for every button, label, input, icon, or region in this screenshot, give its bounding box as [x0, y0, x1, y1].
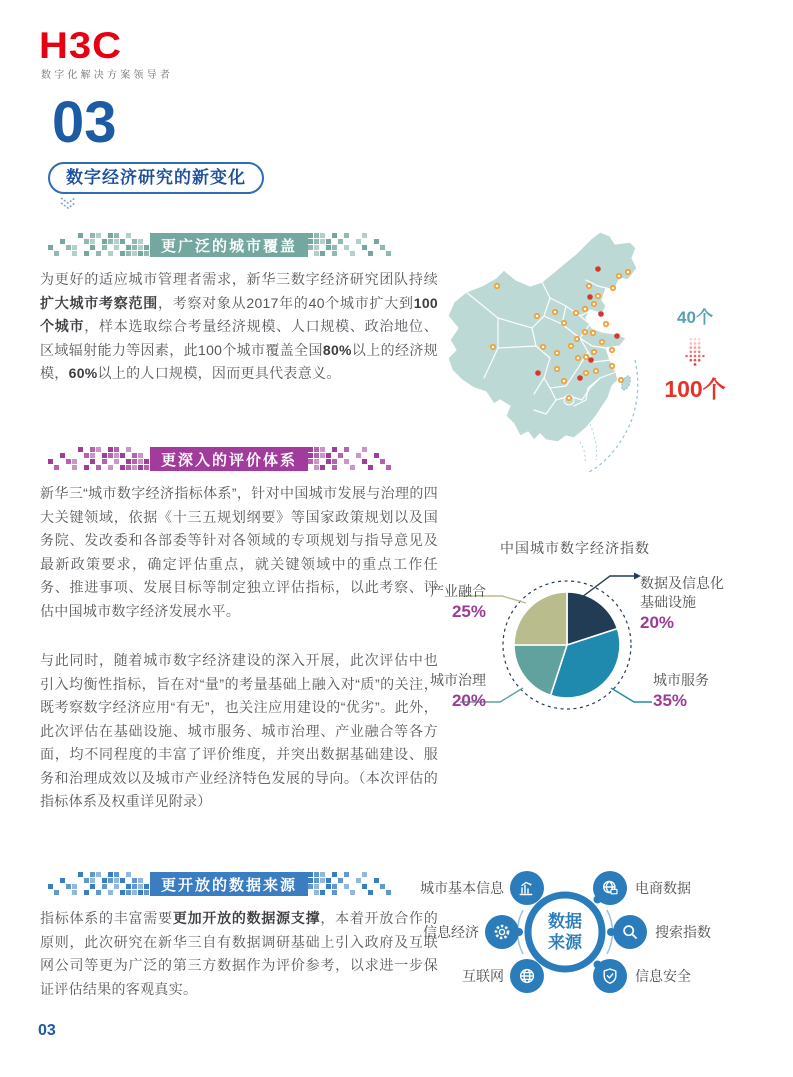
- city-dot: [574, 311, 578, 315]
- city-dot: [535, 314, 539, 318]
- pie-label-text: 城市服务: [653, 672, 709, 688]
- pie-percent: 35%: [653, 691, 688, 710]
- chevron-down-icon: [58, 196, 78, 210]
- mosaic-decoration: [48, 233, 150, 257]
- gear-icon: [485, 915, 519, 949]
- text-run: ，本着开放合作的原则，此次研究在新华三自有数据调研基础上引入政府及互联网公司等更为广泛的第三方数据作为评价参考，以求进一步保证评估结果的客观真实。: [40, 910, 439, 997]
- key-city-dot: [595, 266, 601, 272]
- city-dot: [584, 355, 588, 359]
- city-dot: [592, 350, 596, 354]
- data-source-label: 城市基本信息: [420, 880, 504, 896]
- city-dot: [592, 302, 596, 306]
- bar-chart-icon: [510, 871, 544, 905]
- hub-label: [513, 911, 617, 953]
- city-dot: [491, 345, 495, 349]
- text-run: ，考察对象从2017年的40个城市扩大到: [157, 294, 414, 311]
- section: [40, 447, 438, 814]
- mosaic-decoration: [48, 872, 150, 896]
- city-dot: [576, 356, 580, 360]
- city-dot: [600, 340, 604, 344]
- text-run: 80%: [322, 341, 352, 358]
- city-dot: [584, 371, 588, 375]
- pie-percent: 20%: [640, 613, 675, 632]
- section-heading: 更广泛的城市覆盖: [150, 233, 308, 257]
- section-header: [48, 447, 394, 471]
- page-number: 03: [38, 1022, 56, 1039]
- count-to-label: 100个: [664, 376, 726, 402]
- pie-label: [430, 671, 486, 710]
- pie-chart-figure: [430, 538, 790, 733]
- pie-label-text: 城市治理: [430, 672, 486, 688]
- china-map: [440, 228, 670, 478]
- city-dot: [555, 367, 559, 371]
- chart-title: 中国城市数字经济指数: [500, 540, 650, 556]
- section: [40, 872, 438, 1001]
- pie-label-text: 产业融合: [430, 583, 486, 599]
- h3c-logo: H3C: [39, 25, 123, 67]
- mosaic-decoration: [308, 872, 392, 896]
- city-dot: [562, 379, 566, 383]
- mainland-shape: [448, 232, 637, 442]
- mosaic-decoration: [48, 447, 150, 471]
- leader-line: [611, 688, 652, 702]
- city-dot: [610, 348, 614, 352]
- city-dot: [626, 270, 630, 274]
- pie-label: [430, 582, 486, 621]
- city-dot: [569, 344, 573, 348]
- text-run: 60%: [68, 365, 98, 381]
- section-heading: 更开放的数据来源: [150, 872, 308, 896]
- text-run: 指标体系的丰富需要: [40, 910, 173, 926]
- city-dot: [604, 322, 608, 326]
- chapter-number: 03: [52, 90, 117, 155]
- city-dot: [594, 369, 598, 373]
- text-run: 更加开放的数据源支撑: [172, 910, 321, 926]
- key-city-dot: [577, 375, 583, 381]
- text-run: 与此同时，随着城市数字经济建设的深入开展，此次评估中也引入均衡性指标，旨在对“量”的考量基础上融入对“质”的关注，既考察数字经济应用“有无”，也关注应用建设的“优劣”。此外，此次评估在基础设施、城市服务、城市治理、产业融合等各方面，均不同程度的丰富了评价维度，并突出数据基础建设、服务和治理成效以及城市产业经济特色发展的导向。（本次评估的指标体系及权重详见附录）: [40, 652, 438, 809]
- body-paragraph: [40, 482, 438, 623]
- city-dot: [591, 331, 595, 335]
- city-dot: [583, 307, 587, 311]
- pie-label-text: 数据及信息化基础设施: [640, 575, 724, 610]
- brand-tagline: 数字化解决方案领导者: [41, 70, 173, 81]
- city-dot: [617, 274, 621, 278]
- key-city-dot: [598, 311, 604, 317]
- hub-label-line: 来源: [548, 933, 582, 952]
- text-run: 扩大城市考察范围: [40, 294, 158, 311]
- city-dot: [619, 378, 623, 382]
- mosaic-decoration: [308, 447, 392, 471]
- arrow-down-icon: [682, 333, 708, 369]
- city-dot: [596, 294, 600, 298]
- city-dot: [495, 284, 499, 288]
- city-dot: [555, 351, 559, 355]
- globe-icon: [510, 959, 544, 993]
- city-dot: [541, 345, 545, 349]
- text-run: ，样本选取综合考量经济规模、人口规模、政治地位、区域辐射能力等因素，此100个城市覆盖全国: [40, 318, 438, 358]
- data-source-label: 信息安全: [635, 968, 691, 984]
- city-dot: [575, 337, 579, 341]
- key-city-dot: [588, 357, 594, 363]
- text-run: 100个城市: [40, 294, 438, 334]
- body-paragraph: [40, 649, 438, 814]
- city-dot: [562, 321, 566, 325]
- text-run: 新华三“城市数字经济指标体系”，针对中国城市发展与治理的四大关键领域，依据《十三五规划纲要》等国家政策规划以及国务院、发改委和各部委等针对各领域的专项规划与指导意见及最新政策要求，确定评估重点，就关键领域中的重点工作任务、推进事项、发展目标等制定独立评估指标，以此考察、评估中国城市数字经济发展水平。: [40, 485, 438, 619]
- key-city-dot: [535, 370, 541, 376]
- section-header: [48, 233, 394, 257]
- city-dot: [610, 364, 614, 368]
- text-run: 以上的人口规模，因而更具代表意义。: [97, 365, 341, 381]
- data-source-label: 搜索指数: [655, 924, 711, 940]
- pie-label: [653, 671, 733, 710]
- city-count-callout: [650, 303, 740, 404]
- city-dot: [587, 284, 591, 288]
- city-dot: [611, 286, 615, 290]
- shield-check-icon: [593, 959, 627, 993]
- section: [40, 233, 438, 386]
- data-source-label: 信息经济: [423, 924, 479, 940]
- pie-percent: 20%: [451, 691, 486, 710]
- key-city-dot: [614, 333, 620, 339]
- mosaic-decoration: [308, 233, 392, 257]
- search-icon: [613, 915, 647, 949]
- body-paragraph: [40, 907, 438, 1001]
- data-source-label: 电商数据: [635, 880, 691, 896]
- text-run: 为更好的适应城市管理者需求，新华三数字经济研究团队持续: [40, 271, 438, 287]
- hub-label-line: 数据: [548, 912, 582, 931]
- city-dot: [583, 330, 587, 334]
- count-from-label: 40个: [677, 308, 713, 327]
- body-paragraph: [40, 268, 438, 386]
- ecommerce-icon: [593, 871, 627, 905]
- city-dot: [567, 396, 571, 400]
- data-source-diagram: [420, 862, 790, 1010]
- city-dot: [553, 310, 557, 314]
- pie-percent: 25%: [451, 602, 486, 621]
- data-source-label: 互联网: [462, 968, 504, 984]
- text-run: 以上的经济规模，: [40, 341, 438, 381]
- pie-label: [640, 574, 736, 632]
- chapter-title: 数字经济研究的新变化: [48, 162, 264, 194]
- key-city-dot: [587, 294, 593, 300]
- pie-slice: [514, 592, 567, 645]
- section-header: [48, 872, 394, 896]
- section-heading: 更深入的评价体系: [150, 447, 308, 471]
